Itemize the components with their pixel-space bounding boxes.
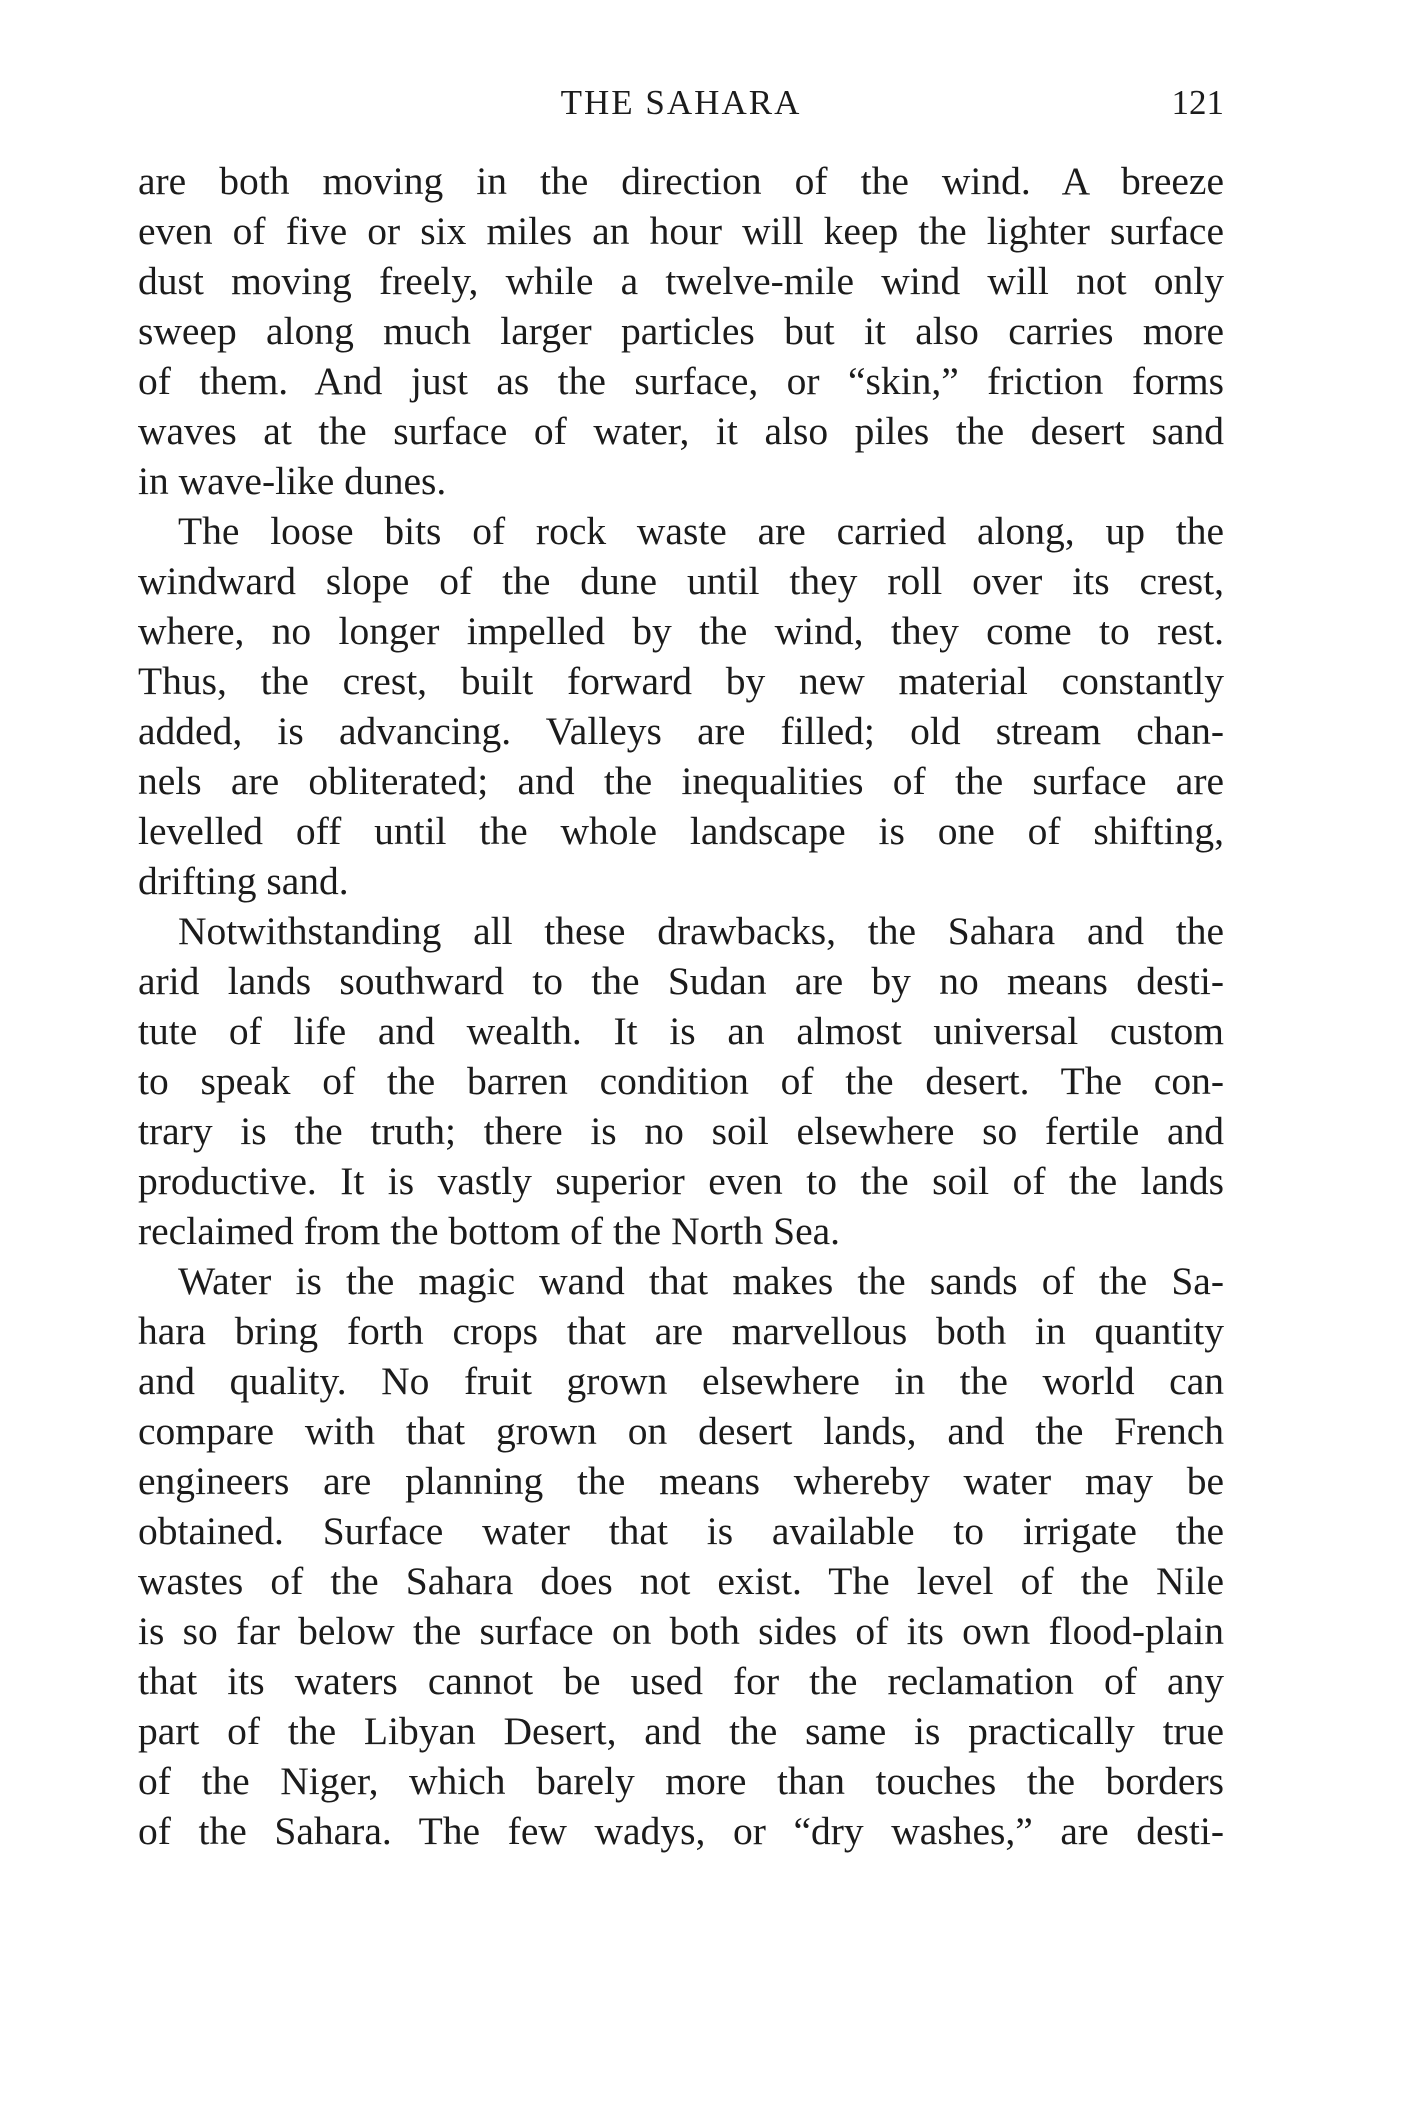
text-line: and quality. No fruit grown elsewhere in the world can [138,1359,1224,1403]
text-line: drifting sand. [138,859,349,903]
text-line: that its waters cannot be used for the reclamation of any [138,1659,1224,1703]
running-head [138,78,1224,128]
text-line: The loose bits of rock waste are carried along, up the [178,509,1224,553]
text-line: compare with that grown on desert lands, and the French [138,1409,1224,1453]
text-line: of them. And just as the surface, or “skin,” friction forms [138,359,1224,403]
paragraph-2 [138,506,1224,906]
running-title: THE SAHARA [560,83,802,122]
body-text [138,156,1224,1856]
text-line: obtained. Surface water that is available to irrigate the [138,1509,1224,1553]
text-line: engineers are planning the means whereby water may be [138,1459,1224,1503]
text-line: of the Sahara. The few wadys, or “dry washes,” are desti- [138,1809,1224,1853]
page-number: 121 [1171,83,1224,122]
text-line: are both moving in the direction of the wind. A breeze [138,159,1224,203]
text-line: is so far below the surface on both sides of its own flood-plain [138,1609,1224,1653]
text-line: levelled off until the whole landscape is one of shifting, [138,809,1224,853]
text-line: where, no longer impelled by the wind, they come to rest. [138,609,1224,653]
text-line: even of five or six miles an hour will keep the lighter surface [138,209,1224,253]
text-line: wastes of the Sahara does not exist. The level of the Nile [138,1559,1224,1603]
text-line: arid lands southward to the Sudan are by no means desti- [138,959,1224,1003]
text-line: waves at the surface of water, it also piles the desert sand [138,409,1224,453]
paragraph-4 [138,1256,1224,1856]
text-line: tute of life and wealth. It is an almost universal custom [138,1009,1224,1053]
text-line: trary is the truth; there is no soil elsewhere so fertile and [138,1109,1224,1153]
text-line: sweep along much larger particles but it also carries more [138,309,1224,353]
text-line: to speak of the barren condition of the desert. The con- [138,1059,1224,1103]
text-line: Notwithstanding all these drawbacks, the Sahara and the [178,909,1224,953]
paragraph-1 [138,156,1224,506]
text-line: reclaimed from the bottom of the North Sea. [138,1209,841,1253]
text-line: of the Niger, which barely more than touches the borders [138,1759,1224,1803]
text-line: dust moving freely, while a twelve-mile wind will not only [138,259,1224,303]
text-line: added, is advancing. Valleys are filled; old stream chan- [138,709,1224,753]
text-line: part of the Libyan Desert, and the same is practically true [138,1709,1224,1753]
text-line: nels are obliterated; and the inequalities of the surface are [138,759,1224,803]
text-line: productive. It is vastly superior even to the soil of the lands [138,1159,1224,1203]
text-line: Water is the magic wand that makes the sands of the Sa- [178,1259,1224,1303]
text-line: in wave-like dunes. [138,459,447,503]
text-line: Thus, the crest, built forward by new material constantly [138,659,1224,703]
text-line: hara bring forth crops that are marvellous both in quantity [138,1309,1224,1353]
paragraph-3 [138,906,1224,1256]
text-line: windward slope of the dune until they roll over its crest, [138,559,1224,603]
